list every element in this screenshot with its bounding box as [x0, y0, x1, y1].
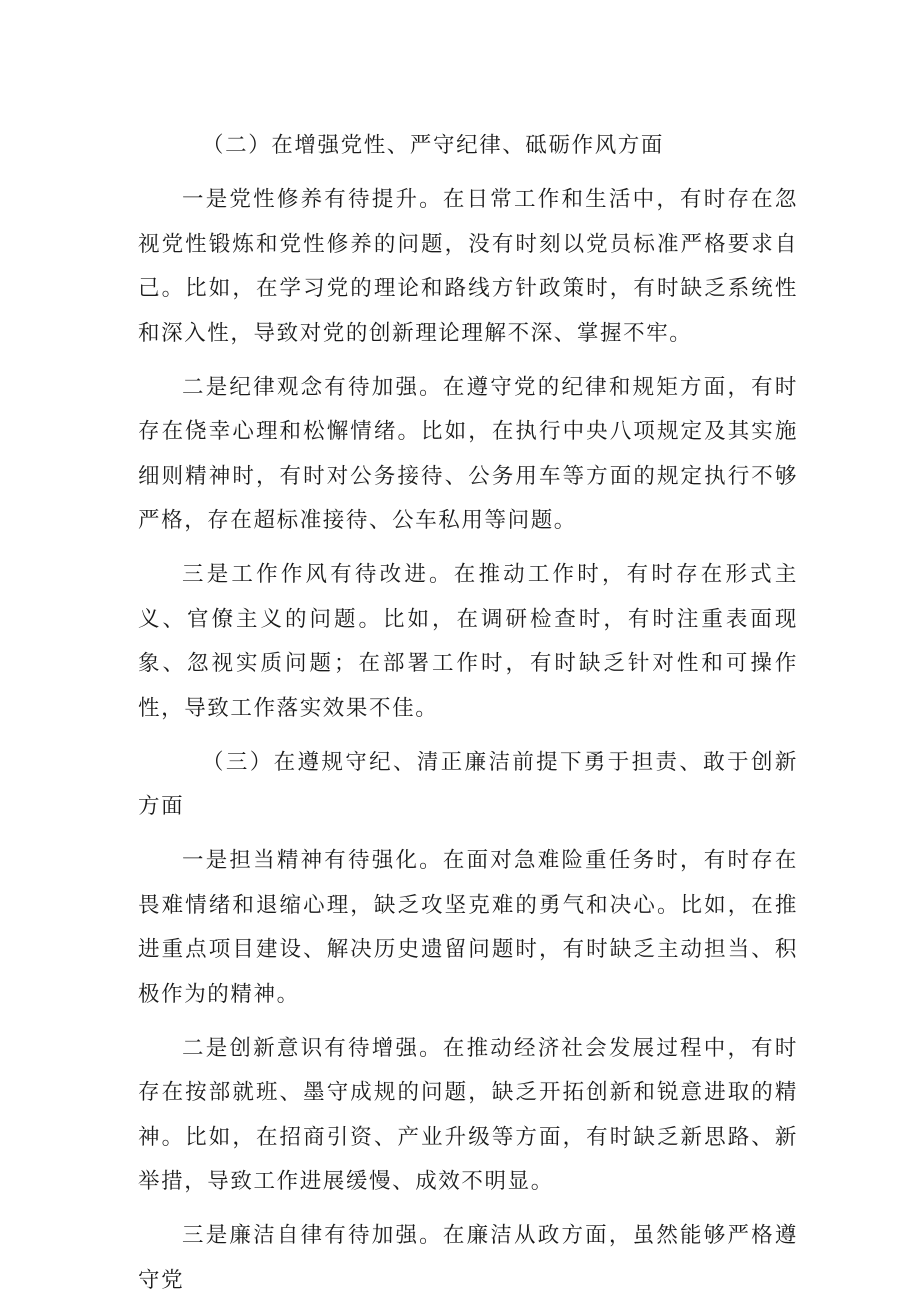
- paragraph-party-spirit: 一是党性修养有待提升。在日常工作和生活中，有时存在忽视党性锻炼和党性修养的问题，没有时刻以党员标准严格要求自己。比如，在学习党的理论和路线方针政策时，有时缺乏系统性和深入性，导致对党的创新理论理解不深、掌握不牢。: [138, 187, 798, 346]
- paragraph-discipline: 二是纪律观念有待加强。在遵守党的纪律和规矩方面，有时存在侥幸心理和松懈情绪。比如，在执行中央八项规定及其实施细则精神时，有时对公务接待、公务用车等方面的规定执行不够严格，存在超标准接待、公车私用等问题。: [138, 374, 798, 533]
- section-heading-2: （二）在增强党性、严守纪律、砥砺作风方面: [202, 133, 665, 158]
- document-body: [138, 124, 798, 1303]
- paragraph-innovation: 二是创新意识有待增强。在推动经济社会发展过程中，有时存在按部就班、墨守成规的问题，缺乏开拓创新和锐意进取的精神。比如，在招商引资、产业升级等方面，有时缺乏新思路、新举措，导致工作进展缓慢、成效不明显。: [138, 1035, 798, 1194]
- paragraph-work-style: 三是工作作风有待改进。在推动工作时，有时存在形式主义、官僚主义的问题。比如，在调研检查时，有时注重表面现象、忽视实质问题；在部署工作时，有时缺乏针对性和可操作性，导致工作落实效果不佳。: [138, 562, 798, 721]
- paragraph-responsibility: 一是担当精神有待强化。在面对急难险重任务时，有时存在畏难情绪和退缩心理，缺乏攻坚克难的勇气和决心。比如，在推进重点项目建设、解决历史遗留问题时，有时缺乏主动担当、积极作为的精神。: [138, 848, 798, 1007]
- paragraph-integrity: 三是廉洁自律有待加强。在廉洁从政方面，虽然能够严格遵守党: [138, 1223, 798, 1293]
- section-heading-3: （三）在遵规守纪、清正廉洁前提下勇于担责、敢于创新方面: [138, 749, 798, 819]
